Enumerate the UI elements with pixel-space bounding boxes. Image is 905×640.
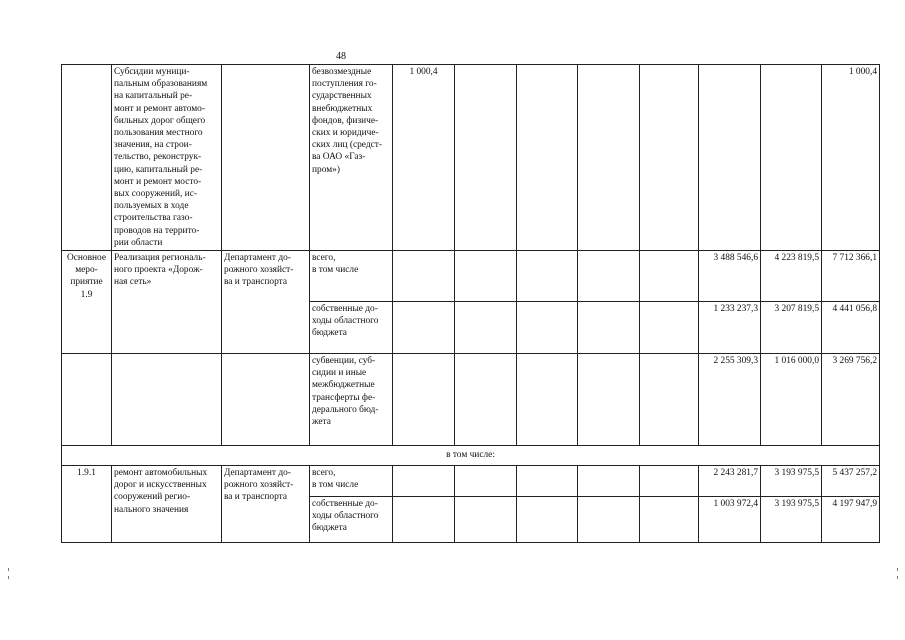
value-cell-empty [455,497,517,543]
measure-code-cell: 1.9.1 [62,466,112,543]
value-cell-empty [578,497,640,543]
value-cell-empty [578,466,640,497]
value-cell-empty [517,251,578,302]
scan-mark [897,576,898,579]
executor-cell: Департамент до- рожного хозяйст- ва и транспорта [222,251,310,354]
source-cell: безвозмездные поступления го- сударственных внебюджетных фондов, физиче- ских и юридиче- ских лиц (средст- ва ОАО «Газ- пром») [310,65,393,251]
value-cell-empty [455,354,517,446]
total-cell: 5 437 257,2 [822,466,880,497]
value-cell-empty [455,65,517,251]
name-cell-empty [112,354,222,446]
value-cell-empty [761,65,822,251]
measure-code-cell: Основное меро- приятие 1.9 [62,251,112,354]
total-cell: 7 712 366,1 [822,251,880,302]
value-cell-empty [640,251,699,302]
source-cell: собственные до- ходы областного бюджета [310,497,393,543]
value-cell-empty [640,65,699,251]
value-cell-empty [578,251,640,302]
source-cell: субвенции, суб- сидии и иные межбюджетные трансферты фе- дерального бюд- жета [310,354,393,446]
scan-mark [8,576,9,579]
table-row-1-9-1-total [62,466,880,497]
code-cell [62,65,112,251]
value-cell-empty [640,497,699,543]
value-cell-empty [517,466,578,497]
total-cell: 3 269 756,2 [822,354,880,446]
measure-name-cell: ремонт автомобильных дорог и искусственных сооружений регио- нального значения [112,466,222,543]
value-cell-empty [455,251,517,302]
value-cell-empty [640,302,699,354]
scan-mark [897,568,898,571]
value-cell: 1 000,4 [393,65,455,251]
value-cell: 3 193 975,5 [761,497,822,543]
value-cell-empty [640,354,699,446]
executor-cell: Департамент до- рожного хозяйст- ва и транспорта [222,466,310,543]
value-cell: 1 016 000,0 [761,354,822,446]
table-row-1-9-federal [62,354,880,446]
purpose-cell: Субсидии муници- пальным образованиям на капитальный ре- монт и ремонт автомо- бильных дорог общего пользования местного значения, на строи- тельство, реконструк- цию, капитальный ре- монт и ремонт мосто- вых сооружений, ис- пользуемых в ходе строительства газо- проводов на террито- рии области [112,65,222,251]
value-cell-empty [517,302,578,354]
value-cell-empty [578,354,640,446]
value-cell: 3 193 975,5 [761,466,822,497]
code-cell-empty [62,354,112,446]
value-cell-empty [393,354,455,446]
value-cell-empty [393,497,455,543]
total-cell: 4 441 056,8 [822,302,880,354]
total-cell: 4 197 947,9 [822,497,880,543]
measure-name-cell: Реализация региональ- ного проекта «Дорож- ная сеть» [112,251,222,354]
executor-cell [222,65,310,251]
source-cell: собственные до- ходы областного бюджета [310,302,393,354]
executor-cell-empty [222,354,310,446]
value-cell-empty [393,466,455,497]
value-cell-empty [455,302,517,354]
value-cell-empty [393,302,455,354]
value-cell: 4 223 819,5 [761,251,822,302]
table-row-including [62,446,880,466]
including-label: в том числе: [62,446,880,466]
scan-mark [8,568,9,571]
source-cell: всего, в том числе [310,466,393,497]
value-cell-empty [699,65,761,251]
value-cell-empty [517,497,578,543]
budget-table [61,64,880,543]
value-cell: 3 488 546,6 [699,251,761,302]
source-cell: всего, в том числе [310,251,393,302]
value-cell: 2 243 281,7 [699,466,761,497]
value-cell: 3 207 819,5 [761,302,822,354]
table-row-subsidy [62,65,880,251]
value-cell: 1 233 237,3 [699,302,761,354]
value-cell-empty [517,354,578,446]
value-cell-empty [578,65,640,251]
page-number: 48 [336,51,346,62]
value-cell: 2 255 309,3 [699,354,761,446]
value-cell: 1 003 972,4 [699,497,761,543]
table-row-1-9-total [62,251,880,302]
value-cell-empty [517,65,578,251]
value-cell-empty [578,302,640,354]
value-cell-empty [455,466,517,497]
value-cell-empty [393,251,455,302]
value-cell-empty [640,466,699,497]
total-cell: 1 000,4 [822,65,880,251]
